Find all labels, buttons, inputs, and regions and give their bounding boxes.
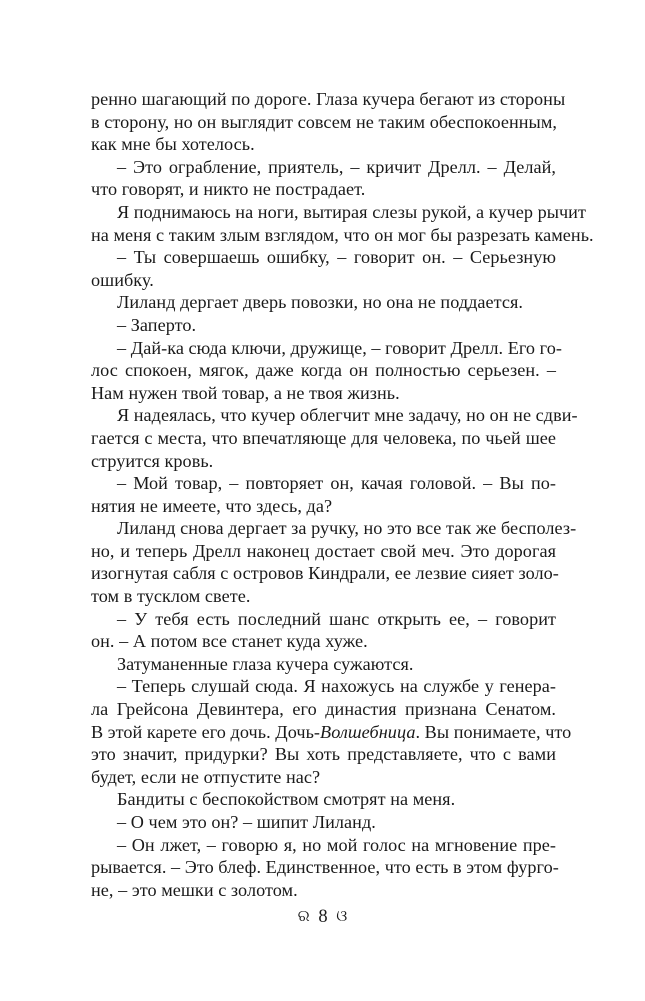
text-line: Нам нужен твой товар, а не твоя жизнь. xyxy=(91,382,400,403)
text-line: ренно шагающий по дороге. Глаза кучера бегают из стороны xyxy=(91,89,566,109)
ornament-right-icon: ଓ xyxy=(336,908,348,925)
text-line: Затуманенные глаза кучера сужаются. xyxy=(117,653,414,674)
page-folio xyxy=(0,906,645,928)
text-line: Я поднимаюсь на ноги, вытирая слезы рукой, а кучер рычит xyxy=(117,201,586,222)
text-line: В этой карете его дочь. Дочь-Волшебница. Вы понимаете, что xyxy=(91,721,572,742)
ornament-left-icon: ର xyxy=(297,908,310,925)
text-line: он. – А потом все станет куда хуже. xyxy=(91,631,368,652)
text-line: Бандиты с беспокойством смотрят на меня. xyxy=(117,789,456,810)
text-line: в сторону, но он выглядит совсем не таким обеспокоенным, xyxy=(91,111,557,132)
text-line: Лиланд снова дергает за ручку, но это все так же бесполез- xyxy=(117,518,577,539)
text-line: рывается. – Это блеф. Единственное, что есть в этом фурго- xyxy=(91,857,559,878)
text-line: будет, если не отпустите нас? xyxy=(91,766,321,787)
text-line: – Это ограбление, приятель, – кричит Дрелл. – Делай, xyxy=(117,156,556,177)
text-line: – Дай-ка сюда ключи, дружище, – говорит Дрелл. Его го- xyxy=(117,337,562,358)
text-line: но, и теперь Дрелл наконец достает свой меч. Это дорогая xyxy=(91,540,556,561)
text-line: – Он лжет, – говорю я, но мой голос на мгновение пре- xyxy=(117,834,556,855)
text-line: гается с места, что впечатляюще для человека, по чьей шее xyxy=(91,427,556,448)
text-line: – Теперь слушай сюда. Я нахожусь на службе у генера- xyxy=(117,676,556,697)
text-line: том в тусклом свете. xyxy=(91,586,251,607)
page-number: 8 xyxy=(318,907,328,927)
text-line: – Мой товар, – повторяет он, качая головой. – Вы по- xyxy=(117,473,556,494)
text-line: как мне бы хотелось. xyxy=(91,134,255,155)
text-line: – У тебя есть последний шанс открыть ее, – говорит xyxy=(117,608,556,629)
text-line: нятия не имеете, что здесь, да? xyxy=(91,495,333,516)
text-line: что говорят, и никто не пострадает. xyxy=(91,179,366,200)
text-line: Я надеялась, что кучер облегчит мне задачу, но он не сдви- xyxy=(117,405,578,426)
text-line: не, – это мешки с золотом. xyxy=(91,879,298,900)
text-line: Лиланд дергает дверь повозки, но она не поддается. xyxy=(117,292,524,313)
text-line: ошибку. xyxy=(91,269,154,290)
text-line: изогнутая сабля с островов Киндрали, ее лезвие сияет золо- xyxy=(91,563,559,584)
text-line: ла Грейсона Девинтера, его династия признана Сенатом. xyxy=(91,699,556,720)
text-line: – Заперто. xyxy=(117,314,197,335)
text-line: – Ты совершаешь ошибку, – говорит он. – Серьезную xyxy=(117,247,556,268)
text-body xyxy=(91,88,594,901)
text-line: струится кровь. xyxy=(91,450,214,471)
text-line: это значит, придурки? Вы хоть представляете, что с вами xyxy=(91,744,556,765)
text-line: на меня с таким злым взглядом, что он мог бы разрезать камень. xyxy=(91,224,594,245)
text-line: лос спокоен, мягок, даже когда он полностью серьезен. – xyxy=(91,360,556,381)
text-line: – О чем это он? – шипит Лиланд. xyxy=(117,812,376,832)
